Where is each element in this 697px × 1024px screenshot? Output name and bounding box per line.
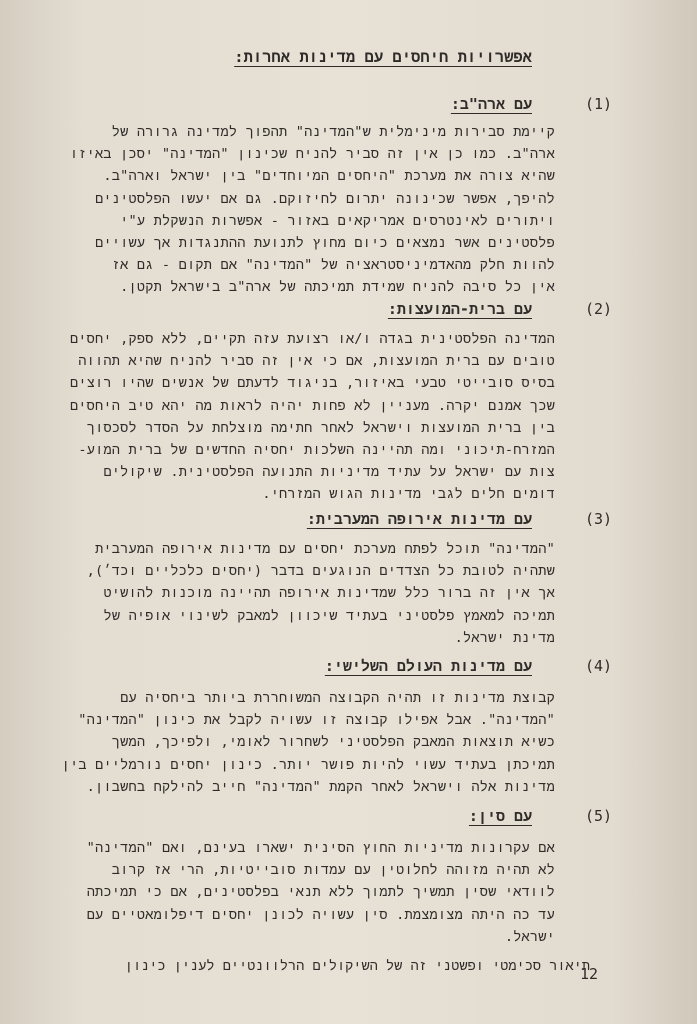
text-line: כשיא תוצאות המאבק הפלסטיני לשחרור לאומי, ולפיכך, המשך <box>111 734 555 751</box>
text-line: "המדינה". אבל אפילו קבוצה זו עשויה לקבל את כינון "המדינה" <box>78 712 555 729</box>
page-title: אפשרויות חיחסים עם מדינות אחרות: <box>234 48 532 66</box>
text-line: אם עקרונות מדיניות החוץ הסינית ישארו בעינם, ואם "המדינה" <box>86 840 555 856</box>
text-line: שכך אמנם יקרה. מעניין לא פחות יהיה לראות מה יהא טיב היחסים <box>69 397 555 414</box>
section-body <box>50 538 555 649</box>
text-line: להיפך, אפשר שכינונה יתרום לחיזוקם. גם אם יעשו הפלסטינים <box>95 190 555 207</box>
text-line: טובים עם ברית המועצות, אם כי אין זה סביר להניח שהיא תהווה <box>78 353 555 370</box>
text-line: אך אין זה ברור כלל שמדינות אירופה תהיינה מוכנות להושיט <box>103 585 555 602</box>
text-line: עד כה היתה מצומצמת. סין עשויה לכונן יחסים דיפלומאטיים עם <box>86 906 555 923</box>
text-line: דומים חלים לגבי מדינות הגוש המזרחי. <box>262 486 555 503</box>
text-line: בסיס סובייטי טבעי באיזור, בניגוד לדעתם של אנשים שהיו רוצים <box>69 375 555 392</box>
text-line: צות עם ישראל על עתיד מדיניות התנועה הפלסטינית. שיקולים <box>103 464 555 481</box>
continuation-line: תיאור סכימטי ופשטני זה של השיקולים הרלוונטיים לענין כינון <box>124 958 590 974</box>
section-heading: עם ארה"ב: <box>450 95 532 113</box>
text-line: המזרח-תיכוני ומה תהיינה השלכות יחסיה החדשים של ברית המוע- <box>78 442 555 459</box>
text-line: מדינות אלה וישראל לאחר הקמת "המדינה" חייב להילקח בחשבון. <box>86 778 555 795</box>
section-body <box>50 837 555 948</box>
section-body <box>50 328 555 506</box>
text-line: מדינת ישראל. <box>454 629 555 646</box>
section-number: (4) <box>585 657 613 675</box>
text-line: פלסטינים אשר נמצאים כיום מחוץ לתנועת ההתנגדות אך עשויים <box>95 235 555 252</box>
text-line: תמיכתן בעתיד עשוי להיות פושר יותר. כינון יחסים נורמליים בין <box>61 756 555 773</box>
text-line: לא תהיה מזוהה לחלוטין עם עמדות סובייטיות, הרי אז קרוב <box>111 862 555 879</box>
page-number: 12 <box>580 965 599 983</box>
section-heading: עם מדינות העולם השלישי: <box>324 657 532 675</box>
section-body <box>50 121 555 299</box>
text-line: תמיכה למאמץ פלסטיני בעתיד שיכוון למאבק לשינוי אופיה של <box>103 607 555 624</box>
section-number: (1) <box>585 95 613 113</box>
section-heading: עם מדינות אירופה המערבית: <box>306 510 532 528</box>
text-line: קבוצת מדינות זו תהיה הקבוצה המשוחררת ביותר ביחסיה עם <box>120 690 555 706</box>
text-line: להוות חלק מהאדמיניסטראציה של "המדינה" אם תקום - גם אז <box>111 257 555 274</box>
section-number: (5) <box>585 807 613 825</box>
section-number: (2) <box>585 300 613 318</box>
section-heading: עם סין: <box>468 807 532 825</box>
text-line: קיימת סבירות מינימלית ש"המדינה" תהפוך למדינה גרורה של <box>111 124 555 140</box>
text-line: המדינה הפלסטינית בגדה ו/או רצועת עזה תקיים, ללא ספק, יחסים <box>69 331 555 347</box>
text-line: ארה"ב. כמו כן אין זה סביר להניח שכינון "המדינה" יסכן באיזו <box>69 146 555 163</box>
text-line: שתהיה לטובת כל הצדדים הנוגעים בדבר (יחסים כלכליים וכד׳), <box>86 563 555 580</box>
text-line: ישראל. <box>504 928 555 945</box>
text-line: לוודאי שסין תמשיך לתמוך ללא תנאי בפלסטינים, אם כי תמיכתה <box>86 884 555 901</box>
text-line: שהיא צורה את מערכת "היחסים המיוחדים" בין ישראל וארה"ב. <box>103 168 555 185</box>
text-line: "המדינה" תוכל לפתח מערכת יחסים עם מדינות אירופה המערבית <box>95 541 555 557</box>
section-body <box>50 687 555 798</box>
text-line: בין ברית המועצות וישראל לאחר חתימה מוצלחת על הסדר לסכסוך <box>86 419 555 436</box>
section-number: (3) <box>585 510 613 528</box>
section-heading: עם ברית-המועצות: <box>387 300 532 318</box>
text-line: ויתורים לאינטרסים אמריקאים באזור - אפשרות הנשקלת ע"י <box>120 212 555 229</box>
text-line: אין כל סיבה להניח שמידת תמיכתה של ארה"ב בישראל תקטן. <box>120 279 555 296</box>
